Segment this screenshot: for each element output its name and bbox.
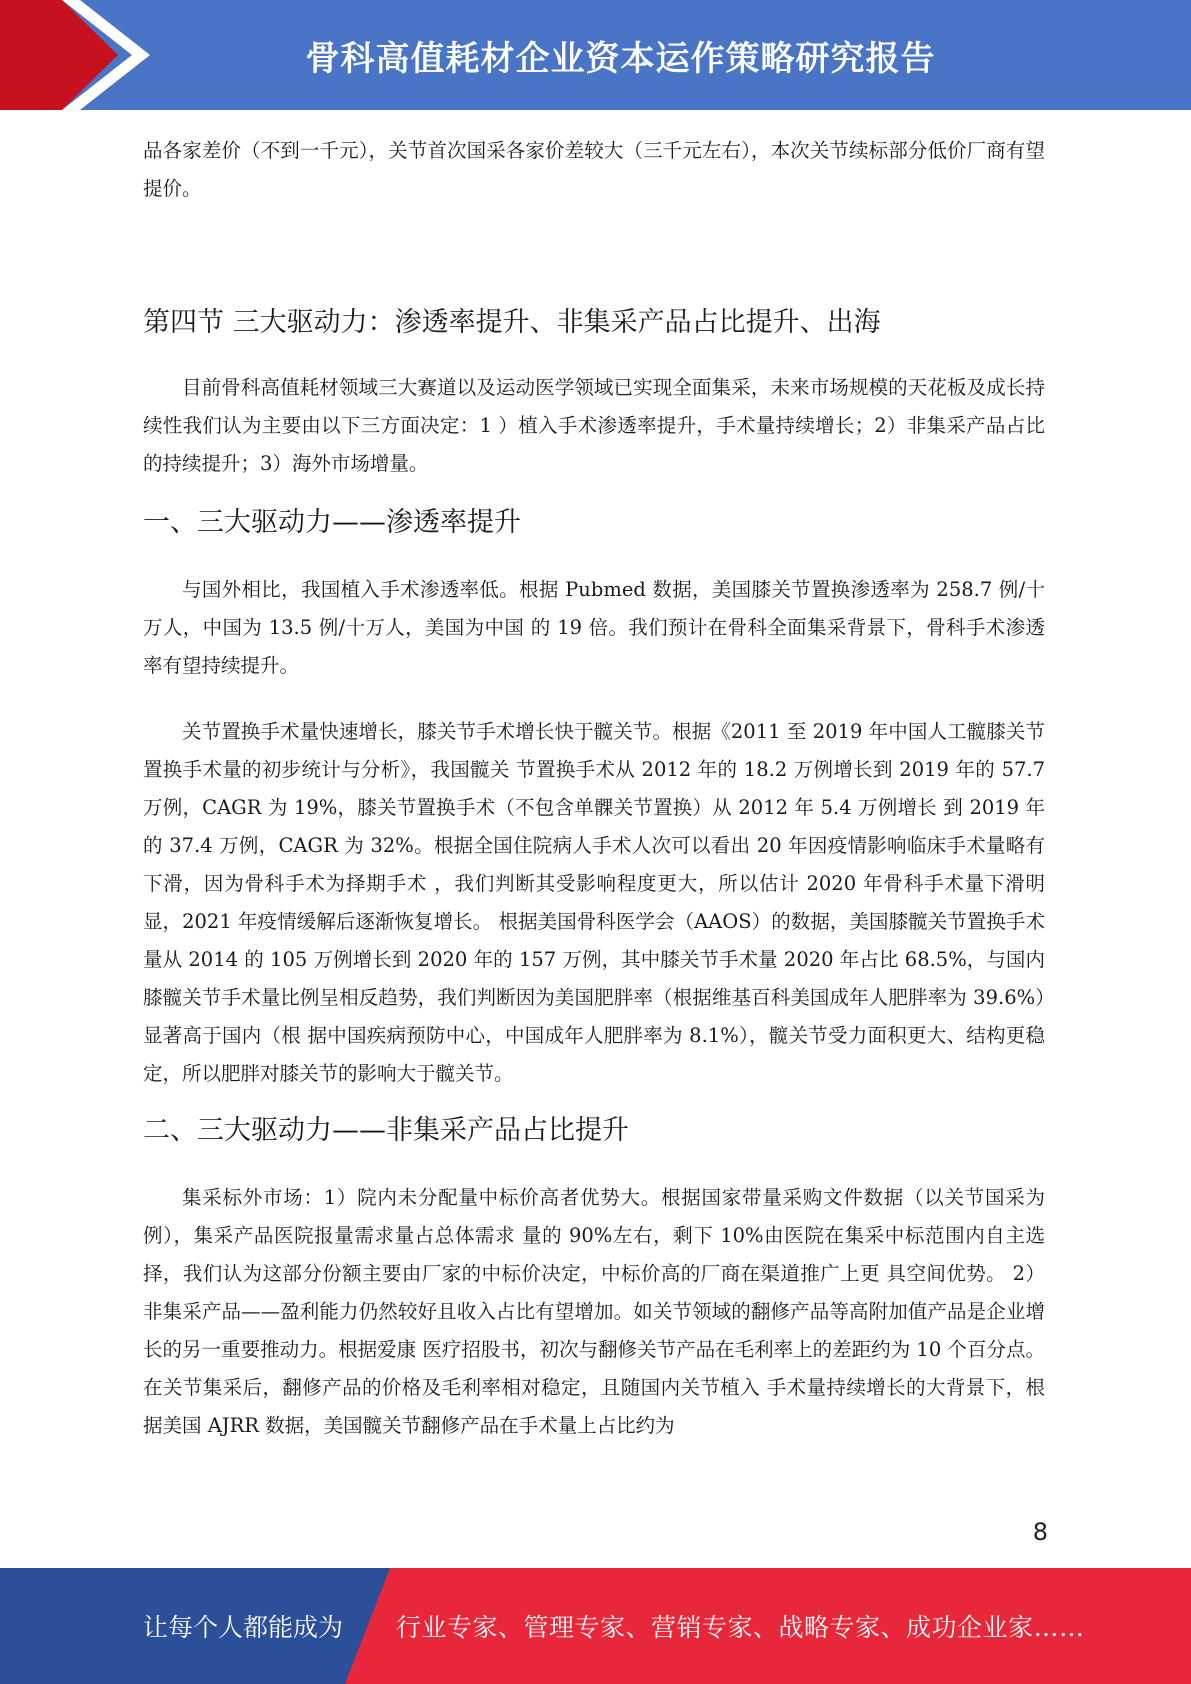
footer-slogan-right: 行业专家、管理专家、营销专家、战略专家、成功企业家…… — [396, 1613, 1085, 1642]
document-body — [143, 132, 1045, 1445]
page-header — [0, 0, 1191, 110]
subsection-heading-non-procurement: 二、三大驱动力——非集采产品占比提升 — [143, 1115, 629, 1146]
section-paragraph: 目前骨科高值耗材领域三大赛道以及运动医学领域已实现全面集采，未来市场规模的天花板及成长持续性我们认为主要由以下三方面决定：1 ）植入手术渗透率提升，手术量持续增长；2）非集采产品占比的持续提升；3）海外市场增量。 — [143, 376, 1045, 475]
subsection-heading-penetration: 一、三大驱动力——渗透率提升 — [143, 507, 521, 538]
intro-paragraph: 品各家差价（不到一千元），关节首次国采各家价差较大（三千元左右），本次关节续标部分低价厂商有望提价。 — [143, 139, 1045, 200]
report-title: 骨科高值耗材企业资本运作策略研究报告 — [305, 38, 936, 79]
page-number: 8 — [1032, 1518, 1048, 1546]
header-arrow-decoration — [0, 0, 150, 110]
page-footer — [0, 1568, 1191, 1684]
penetration-paragraph-1: 与国外相比，我国植入手术渗透率低。根据 Pubmed 数据，美国膝关节置换渗透率为 258.7 例/十万人，中国为 13.5 例/十万人，美国为中国 的 19 倍。我们预计在骨科全面集采背景下，骨科手术渗透率有望持续提升。 — [143, 578, 1045, 677]
footer-slogan-left: 让每个人都能成为 — [143, 1613, 344, 1642]
penetration-paragraph-2: 关节置换手术量快速增长，膝关节手术增长快于髋关节。根据《2011 至 2019 年中国人工髋膝关节置换手术量的初步统计与分析》，我国髋关 节置换手术从 2012 年的 18.2 万例增长到 2019 年的 57.7 万例，CAGR 为 19%，膝关节置换手术（不包含单髁关节置换）从 2012 年 5.4 万例增长 到 2019 年的 37.4 万例，CAGR 为 32%。根据全国住院病人手术人次可以看出 20 年因疫情影响临床手术量略有下滑，因为骨科手术为择期手术 ，我们判断其受影响程度更大，所以估计 2020 年骨科手术量下滑明显，2021 年疫情缓解后逐渐恢复增长。 根据美国骨科医学会（AAOS）的数据，美国膝髋关节置换手术量从 2014 的 105 万例增长到 2020 年的 157 万例，其中膝关节手术量 2020 年占比 68.5%，与国内膝髋关节手术量比例呈相反趋势，我们判断因为美国肥胖率（根据维基百科美国成年人肥胖率为 39.6%）显著高于国内（根 据中国疾病预防中心，中国成年人肥胖率为 8.1%），髋关节受力面积更大、结构更稳定，所以肥胖对膝关节的影响大于髋关节。 — [143, 720, 1045, 1085]
non-procurement-paragraph: 集采标外市场：1）院内未分配量中标价高者优势大。根据国家带量采购文件数据（以关节国采为例），集采产品医院报量需求量占总体需求 量的 90%左右，剩下 10%由医院在集采中标范围内自主选择，我们认为这部分份额主要由厂家的中标价决定，中标价高的厂商在渠道推广上更 具空间优势。 2）非集采产品——盈利能力仍然较好且收入占比有望增加。如关节领域的翻修产品等高附加值产品是企业增长的另一重要推动力。根据爱康 医疗招股书，初次与翻修关节产品在毛利率上的差距约为 10 个百分点。在关节集采后，翻修产品的价格及毛利率相对稳定，且随国内关节植入 手术量持续增长的大背景下，根据美国 AJRR 数据，美国髋关节翻修产品在手术量上占比约为 — [143, 1186, 1045, 1437]
section-heading: 第四节 三大驱动力：渗透率提升、非集采产品占比提升、出海 — [143, 307, 881, 338]
